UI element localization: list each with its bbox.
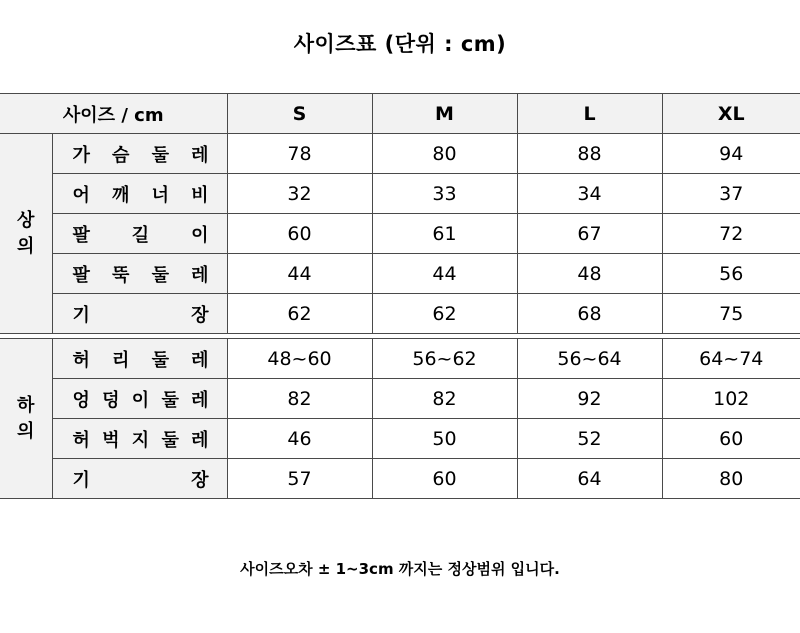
- corner-label: 사이즈 / cm: [0, 94, 227, 134]
- table-cell: 64: [517, 459, 662, 499]
- group-label-top: 상 의: [0, 134, 52, 334]
- table-row: [0, 419, 800, 459]
- table-cell: 60: [372, 459, 517, 499]
- table-cell: 56: [662, 254, 800, 294]
- table-cell: 94: [662, 134, 800, 174]
- table-cell: 57: [227, 459, 372, 499]
- size-header-xl: XL: [662, 94, 800, 134]
- table-row: [0, 134, 800, 174]
- table-row: [0, 294, 800, 334]
- table-cell: 60: [227, 214, 372, 254]
- table-row: [0, 459, 800, 499]
- size-header-m: M: [372, 94, 517, 134]
- table-cell: 44: [227, 254, 372, 294]
- table-cell: 75: [662, 294, 800, 334]
- size-header-l: L: [517, 94, 662, 134]
- row-label: 기 장: [52, 459, 227, 499]
- size-chart-table: [0, 93, 800, 499]
- table-cell: 46: [227, 419, 372, 459]
- group-label-bottom: 하 의: [0, 339, 52, 499]
- table-cell: 92: [517, 379, 662, 419]
- table-cell: 62: [372, 294, 517, 334]
- table-cell: 37: [662, 174, 800, 214]
- table-cell: 48~60: [227, 339, 372, 379]
- table-cell: 32: [227, 174, 372, 214]
- table-cell: 44: [372, 254, 517, 294]
- table-cell: 52: [517, 419, 662, 459]
- table-row: [0, 339, 800, 379]
- table-cell: 67: [517, 214, 662, 254]
- table-cell: 102: [662, 379, 800, 419]
- table-cell: 33: [372, 174, 517, 214]
- table-cell: 60: [662, 419, 800, 459]
- row-label: 어 깨 너 비: [52, 174, 227, 214]
- row-label: 허 벅 지 둘 레: [52, 419, 227, 459]
- row-label: 엉 덩 이 둘 레: [52, 379, 227, 419]
- row-label: 가 슴 둘 레: [52, 134, 227, 174]
- row-label: 허 리 둘 레: [52, 339, 227, 379]
- table-row: [0, 214, 800, 254]
- table-cell: 68: [517, 294, 662, 334]
- size-tolerance-note: 사이즈오차 ± 1~3cm 까지는 정상범위 입니다.: [240, 560, 560, 578]
- size-header-s: S: [227, 94, 372, 134]
- table-cell: 82: [372, 379, 517, 419]
- table-cell: 56~64: [517, 339, 662, 379]
- table-cell: 50: [372, 419, 517, 459]
- table-row: [0, 174, 800, 214]
- size-header-row: [0, 94, 800, 134]
- row-label: 팔 뚝 둘 레: [52, 254, 227, 294]
- table-cell: 62: [227, 294, 372, 334]
- table-cell: 61: [372, 214, 517, 254]
- table-cell: 78: [227, 134, 372, 174]
- table-row: [0, 254, 800, 294]
- table-cell: 80: [662, 459, 800, 499]
- table-cell: 34: [517, 174, 662, 214]
- table-cell: 80: [372, 134, 517, 174]
- page-title: 사이즈표 (단위 : cm): [293, 32, 507, 56]
- row-label: 기 장: [52, 294, 227, 334]
- table-cell: 48: [517, 254, 662, 294]
- row-label: 팔 길 이: [52, 214, 227, 254]
- table-cell: 88: [517, 134, 662, 174]
- table-cell: 82: [227, 379, 372, 419]
- table-cell: 64~74: [662, 339, 800, 379]
- table-cell: 72: [662, 214, 800, 254]
- table-row: [0, 379, 800, 419]
- table-cell: 56~62: [372, 339, 517, 379]
